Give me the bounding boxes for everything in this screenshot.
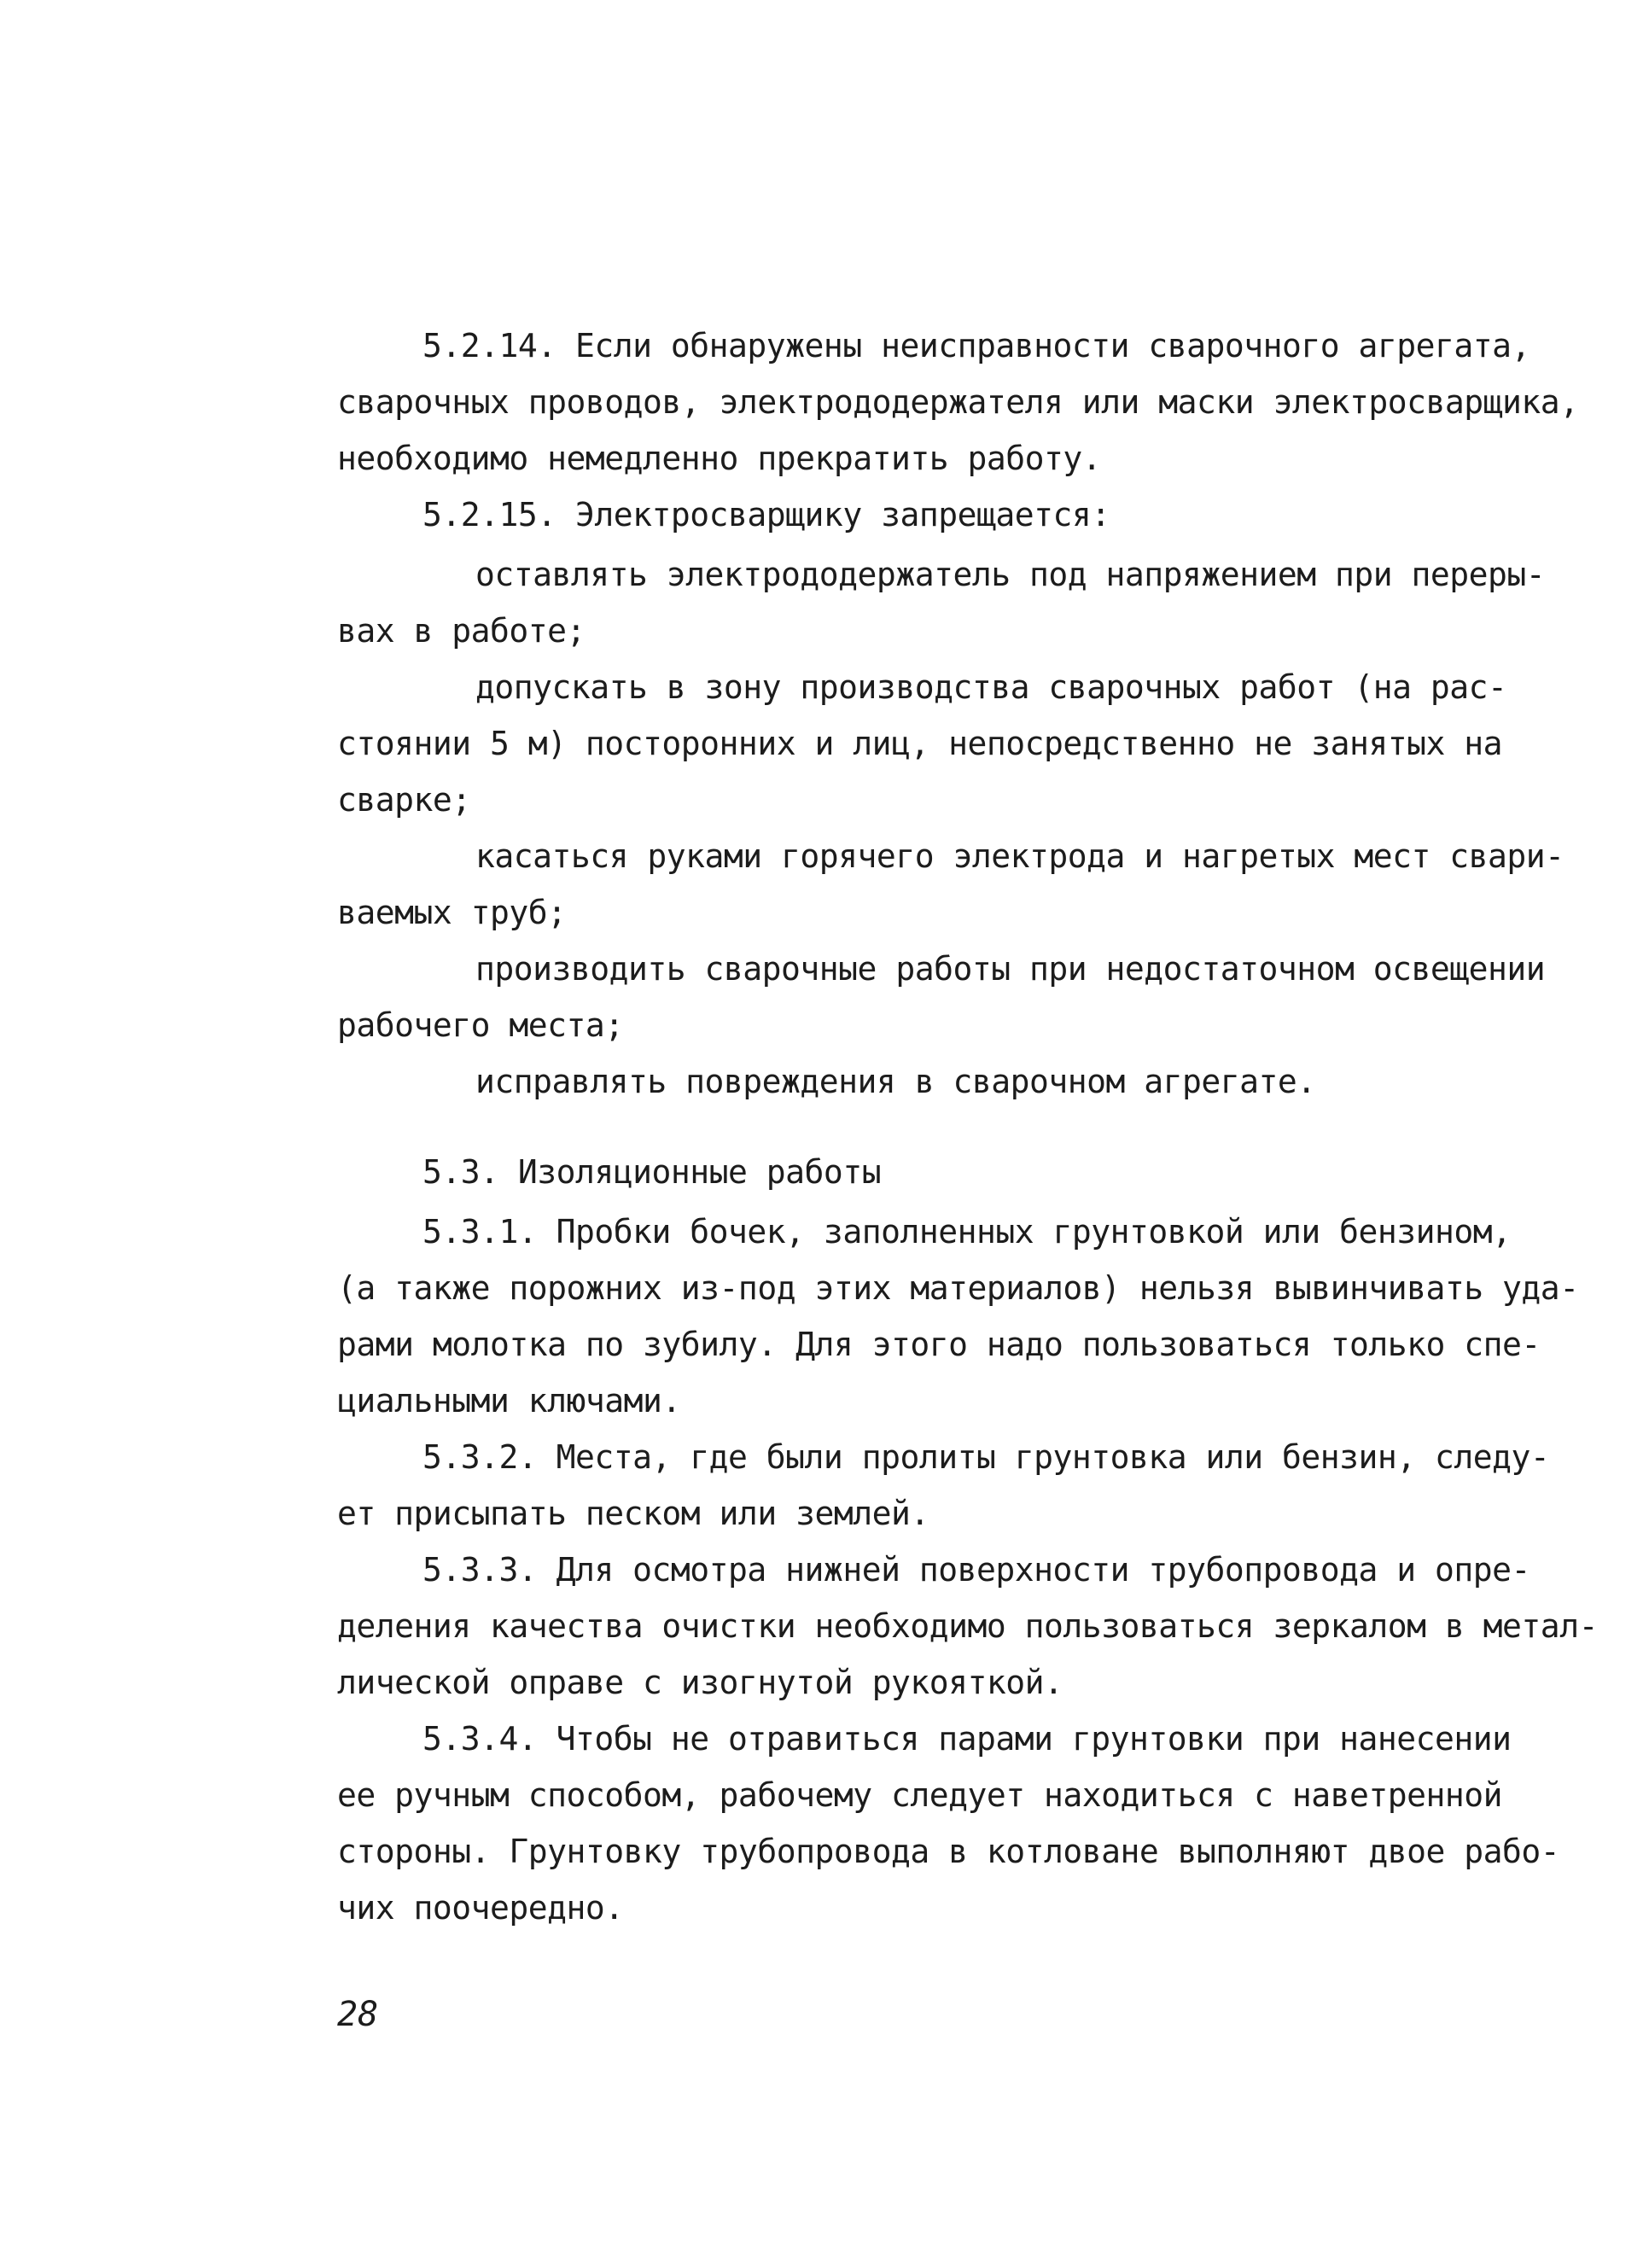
text-line: сварке;: [337, 781, 471, 819]
text-line: касаться руками горячего электрода и нагретых мест свари-: [475, 837, 1565, 875]
text-line: допускать в зону производства сварочных работ (на рас-: [475, 668, 1507, 706]
text-line: 5.3. Изоляционные работы: [422, 1153, 882, 1191]
text-line: стороны. Грунтовку трубопровода в котловане выполняют двое рабо-: [337, 1833, 1560, 1870]
text-line: деления качества очистки необходимо пользоваться зеркалом в метал-: [337, 1607, 1598, 1645]
text-line: рами молотка по зубилу. Для этого надо пользоваться только спе-: [337, 1326, 1541, 1363]
text-line: чих поочередно.: [337, 1889, 624, 1927]
text-line: (а также порожних из-под этих материалов) нельзя вывинчивать уда-: [337, 1269, 1579, 1307]
text-line: циальными ключами.: [337, 1382, 681, 1420]
text-line: 5.2.14. Если обнаружены неисправности сварочного агрегата,: [422, 327, 1530, 364]
text-line: ее ручным способом, рабочему следует находиться с наветренной: [337, 1776, 1503, 1814]
text-line: ваемых труб;: [337, 894, 567, 931]
text-line: 5.3.1. Пробки бочек, заполненных грунтовкой или бензином,: [422, 1213, 1512, 1251]
text-line: ет присыпать песком или землей.: [337, 1495, 929, 1532]
text-line: 5.3.3. Для осмотра нижней поверхности трубопровода и опре-: [422, 1551, 1530, 1589]
text-line: необходимо немедленно прекратить работу.: [337, 440, 1102, 477]
text-line: 5.3.4. Чтобы не отравиться парами грунтовки при нанесении: [422, 1720, 1512, 1758]
text-line: 5.3.2. Места, где были пролиты грунтовка или бензин, следу-: [422, 1438, 1550, 1476]
text-line: производить сварочные работы при недостаточном освещении: [475, 950, 1546, 988]
page-number: 28: [337, 1995, 379, 2034]
text-line: исправлять повреждения в сварочном агрегате.: [475, 1063, 1316, 1100]
text-line: сварочных проводов, электрододержателя или маски электросварщика,: [337, 383, 1579, 421]
text-line: 5.2.15. Электросварщику запрещается:: [422, 496, 1110, 533]
body-text: [337, 318, 1598, 1936]
text-line: вах в работе;: [337, 612, 586, 650]
text-line: оставлять электрододержатель под напряжением при переры-: [475, 556, 1546, 593]
text-line: стоянии 5 м) посторонних и лиц, непосредственно не занятых на: [337, 725, 1503, 762]
text-line: лической оправе с изогнутой рукояткой.: [337, 1664, 1063, 1701]
text-line: рабочего места;: [337, 1006, 624, 1044]
